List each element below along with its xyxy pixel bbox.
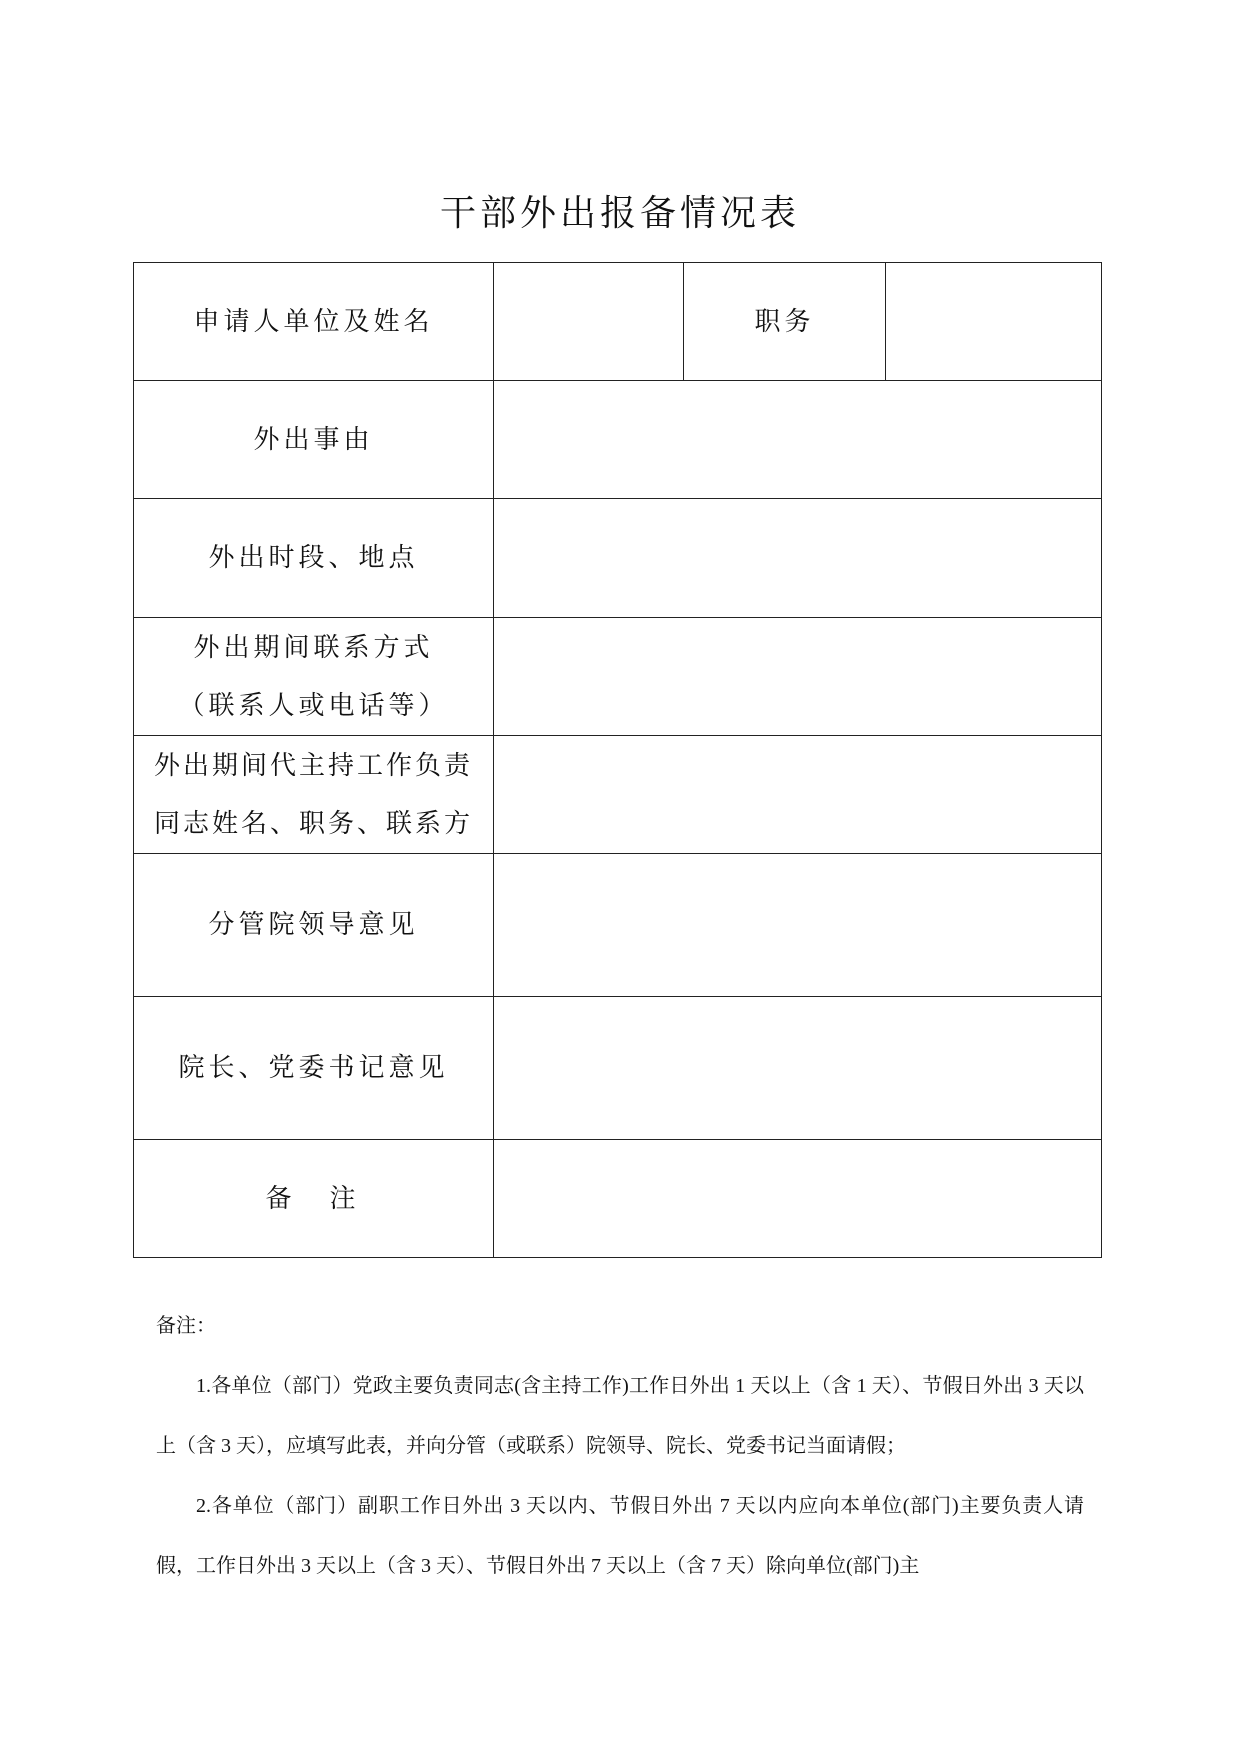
- contact-label: [134, 618, 494, 736]
- remarks-field[interactable]: [494, 1140, 1102, 1258]
- deputy-label: [134, 736, 494, 854]
- contact-label-line1: 外出期间联系方式: [193, 632, 434, 663]
- position-label: 职务: [684, 263, 886, 381]
- contact-field[interactable]: [494, 618, 1102, 736]
- leader-opinion-field[interactable]: [494, 854, 1102, 997]
- table-row: [134, 381, 1102, 499]
- remarks-label: 备 注: [134, 1140, 494, 1258]
- notes-item-2: 2.各单位（部门）副职工作日外出 3 天以内、节假日外出 7 天以内应向本单位(部门)主要负责人请假，工作日外出 3 天以上（含 3 天）、节假日外出 7 天以上（含 7 天）除向单位(部门)主: [156, 1495, 1084, 1577]
- table-row: [134, 499, 1102, 618]
- table-row: [134, 736, 1102, 854]
- report-form-table: [133, 262, 1102, 1258]
- reason-label: 外出事由: [134, 381, 494, 499]
- position-field[interactable]: [886, 263, 1102, 381]
- contact-label-line2: （联系人或电话等）: [178, 690, 449, 721]
- deputy-label-line2: 同志姓名、职务、联系方: [153, 808, 473, 839]
- notes-heading: 备注：: [156, 1315, 216, 1337]
- notes-section: [156, 1296, 1084, 1596]
- deputy-field[interactable]: [494, 736, 1102, 854]
- table-row: [134, 1140, 1102, 1258]
- president-opinion-label: 院长、党委书记意见: [134, 997, 494, 1140]
- applicant-label: 申请人单位及姓名: [134, 263, 494, 381]
- reason-field[interactable]: [494, 381, 1102, 499]
- table-row: [134, 854, 1102, 997]
- period-place-label: 外出时段、地点: [134, 499, 494, 618]
- page-title: 干部外出报备情况表: [439, 193, 800, 234]
- leader-opinion-label: 分管院领导意见: [134, 854, 494, 997]
- notes-item-1: 1.各单位（部门）党政主要负责同志(含主持工作)工作日外出 1 天以上（含 1 天）、节假日外出 3 天以上（含 3 天），应填写此表，并向分管（或联系）院领导、院长、党委书记当面请假；: [156, 1375, 1084, 1457]
- president-opinion-field[interactable]: [494, 997, 1102, 1140]
- deputy-label-line1: 外出期间代主持工作负责: [153, 750, 473, 781]
- table-row: [134, 997, 1102, 1140]
- table-row: [134, 263, 1102, 381]
- period-place-field[interactable]: [494, 499, 1102, 618]
- table-row: [134, 618, 1102, 736]
- applicant-field[interactable]: [494, 263, 684, 381]
